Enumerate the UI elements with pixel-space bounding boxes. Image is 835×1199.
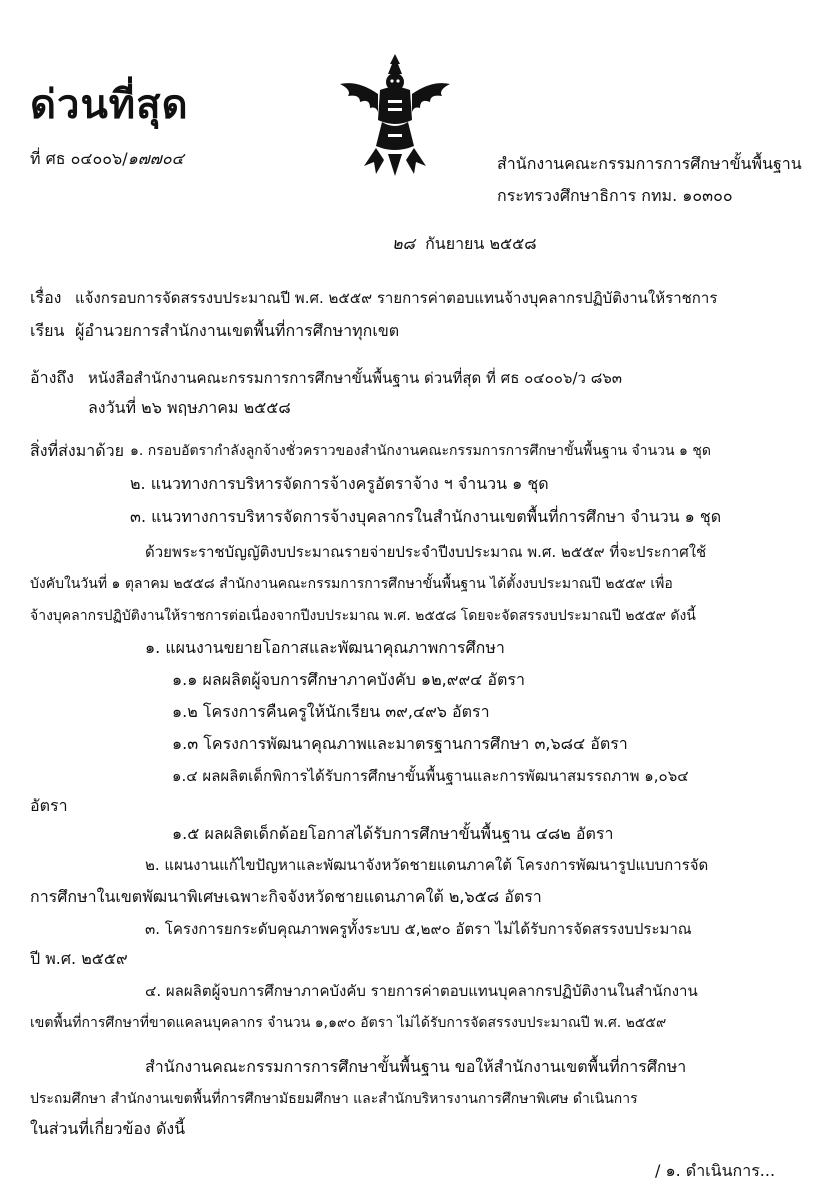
plan-subitem: ๑.๕ ผลผลิตเด็กด้อยโอกาสได้รับการศึกษาขั้นพื้นฐาน ๔๘๒ อัตรา — [172, 824, 614, 843]
document-date: ๒๘ กันยายน ๒๕๕๘ — [392, 234, 537, 253]
plan-subitem: ๑.๓ โครงการพัฒนาคุณภาพและมาตรฐานการศึกษา ๓,๖๘๔ อัตรา — [172, 734, 628, 753]
plan-subitem: ๑.๔ ผลผลิตเด็กพิการได้รับการศึกษาขั้นพื้นฐานและการพัฒนาสมรรถภาพ ๑,๐๖๔ — [172, 767, 689, 785]
plan-item-2: ๒. แผนงานแก้ไขปัญหาและพัฒนาจังหวัดชายแดนภาคใต้ โครงการพัฒนารูปแบบการจัด — [145, 856, 709, 874]
subject-label: เรื่อง — [30, 288, 62, 307]
continuation-marker: / ๑. ดำเนินการ... — [655, 1161, 776, 1180]
recipient-label: เรียน — [30, 321, 65, 340]
closing-paragraph-line: ประถมศึกษา สำนักงานเขตพื้นที่การศึกษามัธยมศึกษา และสำนักบริหารงานการศึกษาพิเศษ ดำเนินการ — [30, 1091, 638, 1107]
reference-number: ที่ ศธ ๐๔๐๐๖/๑๗๗๐๔ — [30, 149, 184, 168]
plan-item-1: ๑. แผนงานขยายโอกาสและพัฒนาคุณภาพการศึกษา — [145, 638, 505, 657]
body-paragraph-line: ด้วยพระราชบัญญัติงบประมาณรายจ่ายประจำปีงบประมาณ พ.ศ. ๒๕๕๙ ที่จะประกาศใช้ — [145, 543, 707, 561]
closing-paragraph-line: สำนักงานคณะกรรมการการศึกษาขั้นพื้นฐาน ขอให้สำนักงานเขตพื้นที่การศึกษา — [145, 1057, 687, 1076]
garuda-emblem-icon — [330, 50, 460, 180]
plan-item-4-continuation: เขตพื้นที่การศึกษาที่ขาดแคลนบุคลากร จำนวน ๑,๑๙๐ อัตรา ไม่ได้รับการจัดสรรงบประมาณปี พ.ศ. ๒๕๕๙ — [30, 1015, 667, 1031]
reference-label: อ้างถึง — [30, 368, 74, 387]
enclosures-label: สิ่งที่ส่งมาด้วย — [30, 441, 124, 460]
closing-paragraph-line: ในส่วนที่เกี่ยวข้อง ดังนี้ — [30, 1119, 186, 1138]
reference-number-handwritten: ๑๗๗๐๔ — [127, 149, 184, 168]
plan-subitem: ๑.๒ โครงการคืนครูให้นักเรียน ๓๙,๔๙๖ อัตรา — [172, 702, 490, 721]
reference-line-2: ลงวันที่ ๒๖ พฤษภาคม ๒๕๕๘ — [88, 398, 291, 417]
enclosure-item: ๒. แนวทางการบริหารจัดการจ้างครูอัตราจ้าง ฯ จำนวน ๑ ชุด — [130, 474, 549, 493]
reference-line-1: หนังสือสำนักงานคณะกรรมการการศึกษาขั้นพื้นฐาน ด่วนที่สุด ที่ ศธ ๐๔๐๐๖/ว ๘๖๓ — [88, 369, 623, 387]
date-day-handwritten: ๒๘ — [392, 234, 415, 253]
subject-text: แจ้งกรอบการจัดสรรงบประมาณปี พ.ศ. ๒๕๕๙ รายการค่าตอบแทนจ้างบุคลากรปฏิบัติงานให้ราชการ — [75, 289, 718, 307]
organization-address: กระทรวงศึกษาธิการ กทม. ๑๐๓๐๐ — [497, 186, 733, 205]
organization-name: สำนักงานคณะกรรมการการศึกษาขั้นพื้นฐาน — [497, 154, 802, 173]
recipient-text: ผู้อำนวยการสำนักงานเขตพื้นที่การศึกษาทุกเขต — [75, 321, 400, 340]
plan-item-4: ๔. ผลผลิตผู้จบการศึกษาภาคบังคับ รายการค่าตอบแทนบุคลากรปฏิบัติงานในสำนักงาน — [145, 982, 698, 1000]
plan-item-2-continuation: การศึกษาในเขตพัฒนาพิเศษเฉพาะกิจจังหวัดชายแดนภาคใต้ ๒,๖๕๘ อัตรา — [30, 887, 542, 906]
plan-subitem: ๑.๑ ผลผลิตผู้จบการศึกษาภาคบังคับ ๑๒,๙๙๔ อัตรา — [172, 670, 525, 689]
plan-item-3: ๓. โครงการยกระดับคุณภาพครูทั้งระบบ ๕,๒๙๐ อัตรา ไม่ได้รับการจัดสรรงบประมาณ — [145, 920, 692, 938]
plan-subitem-continuation: อัตรา — [30, 796, 68, 815]
enclosure-item: ๑. กรอบอัตรากำลังลูกจ้างชั่วคราวของสำนักงานคณะกรรมการการศึกษาขั้นพื้นฐาน จำนวน ๑ ชุด — [130, 443, 711, 459]
body-paragraph-line: จ้างบุคลากรปฏิบัติงานให้ราชการต่อเนื่องจากปีงบประมาณ พ.ศ. ๒๕๕๘ โดยจะจัดสรรงบประมาณปี ๒๕๕๙ ดังนี้ — [30, 608, 696, 624]
enclosure-item: ๓. แนวทางการบริหารจัดการจ้างบุคลากรในสำนักงานเขตพื้นที่การศึกษา จำนวน ๑ ชุด — [130, 507, 722, 526]
plan-item-3-continuation: ปี พ.ศ. ๒๕๕๙ — [30, 949, 128, 968]
body-paragraph-line: บังคับในวันที่ ๑ ตุลาคม ๒๕๕๘ สำนักงานคณะกรรมการการศึกษาขั้นพื้นฐาน ได้ตั้งงบประมาณปี ๒๕๕๙ เพื่อ — [30, 576, 673, 592]
urgent-label: ด่วนที่สุด — [30, 82, 189, 128]
